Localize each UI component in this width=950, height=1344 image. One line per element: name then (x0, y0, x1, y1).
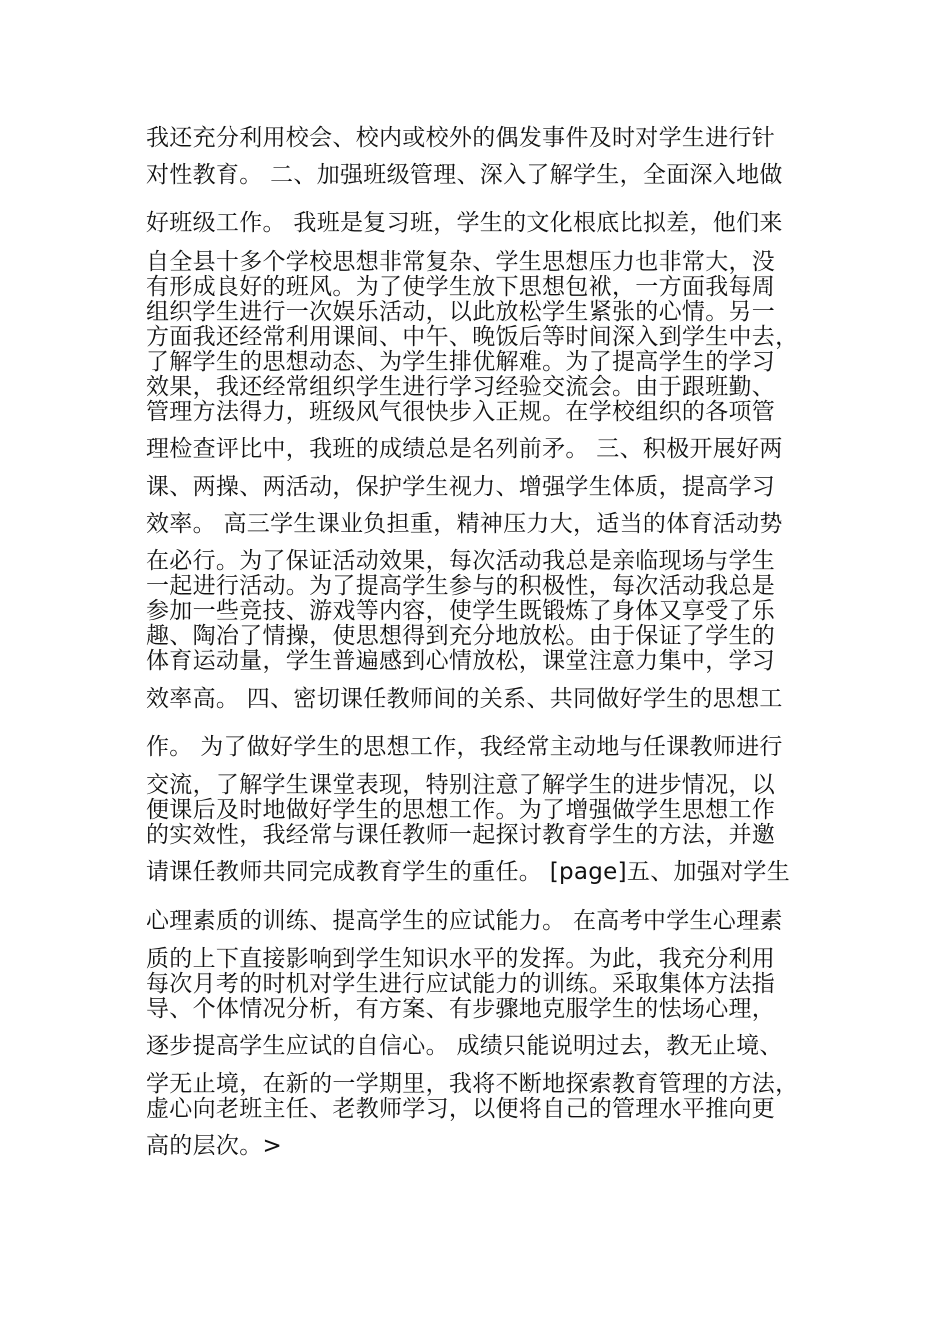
text-line-12: 课、两操、两活动，保护学生视力、增强学生体质，提高学习 (146, 474, 776, 500)
text-line-20: 作。 为了做好学生的思想工作，我经常主动地与任课教师进行 (146, 734, 783, 760)
text-line-25: 心理素质的训练、提高学生的应试能力。 在高考中学生心理素 (146, 908, 783, 934)
text-line-30: 学无止境，在新的一学期里，我将不断地探索教育管理的方法， (146, 1071, 799, 1097)
text-line-19: 效率高。 四、密切课任教师间的关系、共同做好学生的思想工 (146, 686, 783, 712)
text-line-26: 质的上下直接影响到学生知识水平的发挥。为此，我充分利用 (146, 946, 776, 972)
text-line-6: 组织学生进行一次娱乐活动，以此放松学生紧张的心情。另一 (146, 299, 776, 325)
text-line-4: 自全县十多个学校思想非常复杂、学生思想压力也非常大，没 (146, 249, 776, 275)
text-line-17: 趣、陶冶了情操，使思想得到充分地放松。由于保证了学生的 (146, 623, 776, 649)
text-line-32: 高的层次。> (146, 1133, 283, 1159)
text-line-2: 对性教育。 二、加强班级管理、深入了解学生，全面深入地做 (146, 162, 783, 188)
text-line-9: 效果，我还经常组织学生进行学习经验交流会。由于跟班勤、 (146, 374, 776, 400)
text-line-21: 交流，了解学生课堂表现，特别注意了解学生的进步情况，以 (146, 772, 776, 798)
text-line-18: 体育运动量，学生普遍感到心情放松，课堂注意力集中，学习 (146, 648, 776, 674)
text-line-15: 一起进行活动。为了提高学生参与的积极性，每次活动我总是 (146, 573, 776, 599)
text-line-14: 在必行。为了保证活动效果，每次活动我总是亲临现场与学生 (146, 548, 776, 574)
text-line-11: 理检查评比中，我班的成绩总是名列前矛。 三、积极开展好两 (146, 436, 783, 462)
text-line-10: 管理方法得力，班级风气很快步入正规。在学校组织的各项管 (146, 399, 776, 425)
text-line-3: 好班级工作。 我班是复习班，学生的文化根底比拟差，他们来 (146, 210, 783, 236)
text-line-5: 有形成良好的班风。为了使学生放下思想包袱，一方面我每周 (146, 274, 776, 300)
text-line-1: 我还充分利用校会、校内或校外的偶发事件及时对学生进行针 (146, 125, 776, 151)
text-line-31: 虚心向老班主任、老教师学习，以便将自己的管理水平推向更 (146, 1096, 776, 1122)
text-line-23: 的实效性，我经常与课任教师一起探讨教育学生的方法，并邀 (146, 822, 776, 848)
text-line-7: 方面我还经常利用课间、中午、晚饭后等时间深入到学生中去， (146, 324, 799, 350)
text-line-8: 了解学生的思想动态、为学生排优解难。为了提高学生的学习 (146, 349, 776, 375)
text-line-27: 每次月考的时机对学生进行应试能力的训练。采取集体方法指 (146, 971, 776, 997)
text-line-24: 请课任教师共同完成教育学生的重任。 [page]五、加强对学生 (146, 859, 791, 885)
text-line-22: 便课后及时地做好学生的思想工作。为了增强做学生思想工作 (146, 797, 776, 823)
text-line-16: 参加一些竞技、游戏等内容，使学生既锻炼了身体又享受了乐 (146, 598, 776, 624)
text-line-28: 导、个体情况分析，有方案、有步骤地克服学生的怯场心理， (146, 996, 776, 1022)
text-line-13: 效率。 高三学生课业负担重，精神压力大，适当的体育活动势 (146, 511, 783, 537)
text-line-29: 逐步提高学生应试的自信心。 成绩只能说明过去，教无止境、 (146, 1033, 783, 1059)
